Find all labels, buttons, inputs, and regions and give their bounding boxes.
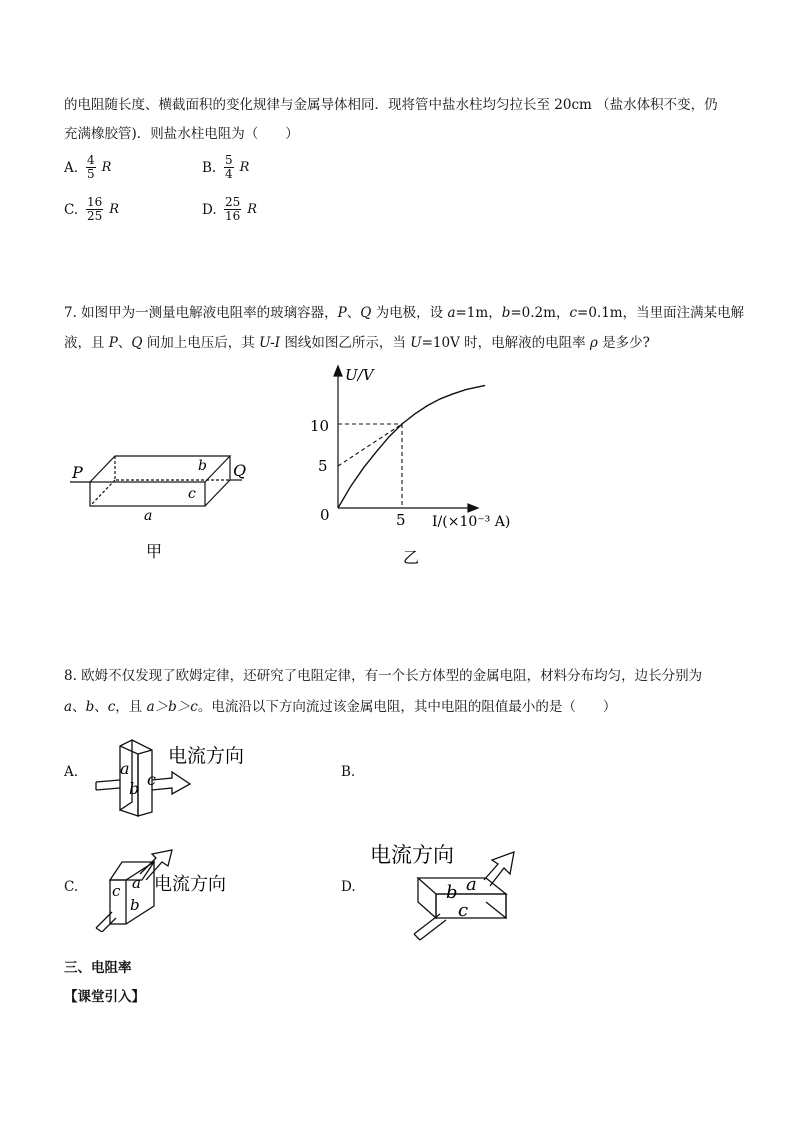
box-top-face (90, 456, 230, 482)
fraction: $\frac{16}{25}$ (87, 195, 103, 223)
q8-option-c-label[interactable]: C. (64, 879, 79, 895)
q8-option-a-label[interactable]: A. (64, 764, 79, 780)
fraction: $\frac{5}{4}$ (225, 153, 233, 181)
q7-text-line2: 液，且 P、Q 间加上电压后，其 U-I 图线如图乙所示，当 U=10V 时，电解液的电阻率 ρ 是多少? (64, 335, 650, 351)
y-axis-arrow (334, 366, 342, 376)
label-c: c (188, 486, 196, 502)
current-direction-label: 电流方向 (370, 843, 454, 867)
x-tick-5: 5 (396, 511, 406, 529)
x-axis-label: I/(×10⁻³ A) (432, 514, 511, 530)
y-tick-10: 10 (310, 417, 330, 435)
q8-figure-a (92, 736, 272, 818)
q6-option-a[interactable] (64, 154, 111, 181)
option-label: C. (64, 201, 79, 218)
section-subheading: 【课堂引入】 (64, 989, 145, 1005)
var-a: a (466, 874, 477, 895)
y-tick-5: 5 (318, 457, 328, 475)
var-c: c (147, 770, 156, 789)
arrow-tail (96, 912, 116, 932)
caption-yi: 乙 (403, 548, 420, 567)
y-axis-label: U/V (345, 366, 374, 384)
caption-jia: 甲 (146, 542, 163, 561)
q6-option-b[interactable] (202, 154, 249, 181)
box-left (418, 878, 436, 918)
resistance-symbol: R (247, 202, 258, 217)
q6-option-d[interactable] (202, 196, 257, 223)
option-label: D. (202, 201, 217, 218)
x-axis-arrow (468, 504, 478, 512)
option-label: B. (202, 159, 217, 176)
var-a: a (132, 874, 141, 892)
q8-text-line2: a、b、c，且 a＞b＞c。电流沿以下方向流过该金属电阻，其中电阻的阻值最小的是（ ） (64, 699, 617, 715)
fraction: $\frac{4}{5}$ (87, 153, 95, 181)
q7-text-line1: 7. 如图甲为一测量电解液电阻率的玻璃容器，P、Q 为电极，设 a=1m，b=0.2m，c=0.1m，当里面注满某电解 (64, 305, 745, 321)
resistance-symbol: R (101, 160, 112, 175)
label-b: b (198, 458, 207, 474)
box-right (486, 894, 506, 918)
fraction: $\frac{25}{16}$ (225, 195, 241, 223)
q6-text-line1: 的电阻随长度、横截面积的变化规律与金属导体相同．现将管中盐水柱均匀拉长至 20cm （盐水体积不变，仍 (64, 97, 718, 113)
box-top (418, 878, 506, 894)
q6-text-line2: 充满橡胶管)．则盐水柱电阻为（ ） (64, 126, 299, 142)
figure-yi (300, 360, 550, 570)
q8-figure-c (92, 846, 262, 932)
section-heading: 三、电阻率 (64, 960, 132, 976)
arrow-head (152, 772, 190, 794)
q8-option-d-label[interactable]: D. (341, 879, 356, 895)
current-direction-label: 电流方向 (168, 745, 245, 767)
var-a: a (120, 759, 130, 778)
label-q: Q (233, 461, 247, 480)
var-b: b (130, 896, 140, 914)
var-c: c (112, 882, 121, 900)
label-a: a (144, 508, 153, 524)
ui-curve (338, 385, 485, 508)
origin-label: 0 (320, 506, 330, 524)
var-c: c (458, 900, 469, 921)
current-direction-label: 电流方向 (154, 874, 226, 895)
arrow-head (484, 852, 514, 886)
box-hidden-edges (90, 456, 230, 506)
q6-option-c[interactable] (64, 196, 119, 223)
label-p: P (72, 463, 83, 482)
box-right-face (205, 456, 230, 506)
q8-text-line1: 8. 欧姆不仅发现了欧姆定律，还研究了电阻定律，有一个长方体型的金属电阻，材料分布均匀，边长分别为 (64, 668, 703, 684)
arrow-tail (96, 780, 120, 790)
resistance-symbol: R (239, 160, 250, 175)
var-b: b (446, 882, 458, 903)
q8-figure-d (366, 834, 536, 946)
figure-jia (60, 440, 260, 570)
resistance-symbol: R (109, 202, 120, 217)
box-right (126, 862, 154, 924)
option-label: A. (64, 159, 79, 176)
var-b: b (129, 779, 140, 798)
q8-option-b-label[interactable]: B. (341, 764, 356, 780)
